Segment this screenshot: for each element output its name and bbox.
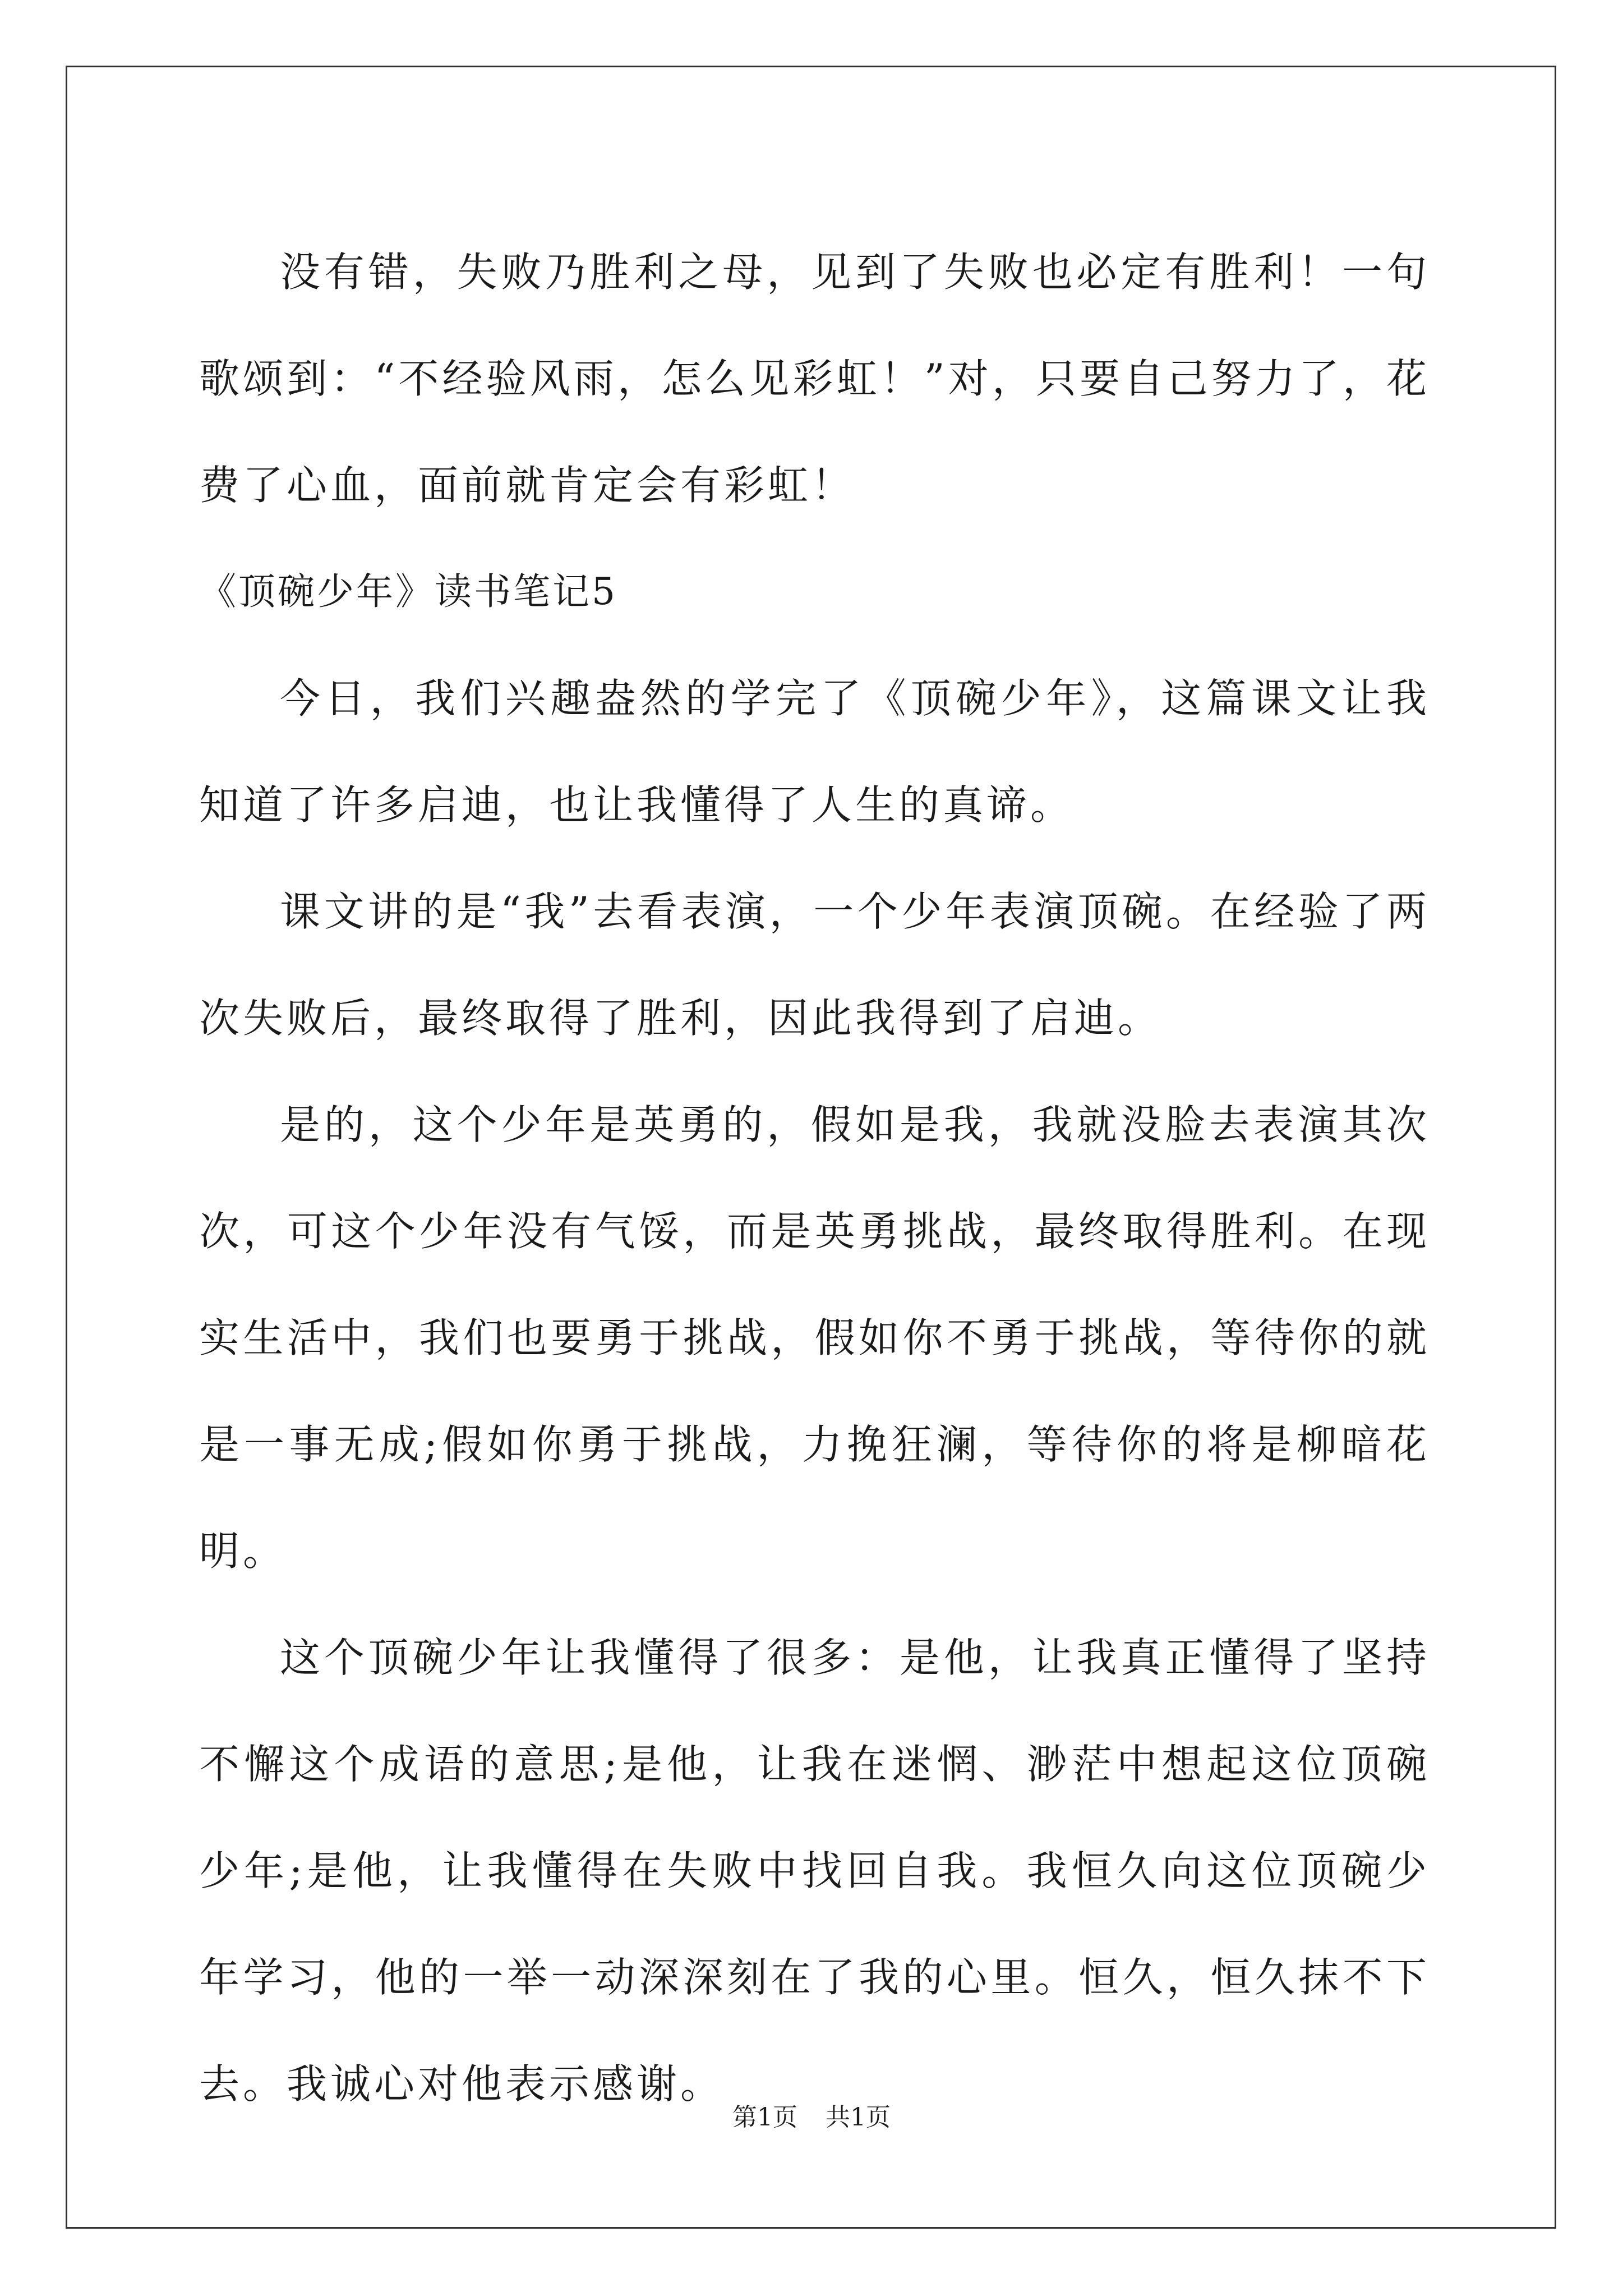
page-total: 共1页 <box>826 2103 891 2132</box>
paragraph: 今日，我们兴趣盎然的学完了《顶碗少年》，这篇课文让我知道了许多启迪，也让我懂得了人生的真谛。 <box>199 675 1430 829</box>
page-footer <box>0 2101 1623 2134</box>
document-body <box>199 219 1430 2137</box>
page-number: 第1页 <box>732 2103 797 2132</box>
paragraph: 课文讲的是“我”去看表演，一个少年表演顶碗。在经验了两次失败后，最终取得了胜利，因此我得到了启迪。 <box>199 888 1430 1042</box>
paragraph: 是的，这个少年是英勇的，假如是我，我就没脸去表演其次次，可这个少年没有气馁，而是英勇挑战，最终取得胜利。在现实生活中，我们也要勇于挑战，假如你不勇于挑战，等待你的就是一事无成;假如你勇于挑战，力挽狂澜，等待你的将是柳暗花明。 <box>199 1101 1430 1575</box>
paragraph: 没有错，失败乃胜利之母，见到了失败也必定有胜利！一句歌颂到：“不经验风雨，怎么见彩虹！”对，只要自己努力了，花费了心血，面前就肯定会有彩虹！ <box>199 249 1430 509</box>
paragraph: 这个顶碗少年让我懂得了很多：是他，让我真正懂得了坚持不懈这个成语的意思;是他，让我在迷惘、渺茫中想起这位顶碗少年;是他，让我懂得在失败中找回自我。我恒久向这位顶碗少年学习，他的一举一动深深刻在了我的心里。恒久，恒久抹不下去。我诚心对他表示感谢。 <box>199 1634 1430 2108</box>
section-title: 《顶碗少年》读书笔记5 <box>199 570 617 613</box>
